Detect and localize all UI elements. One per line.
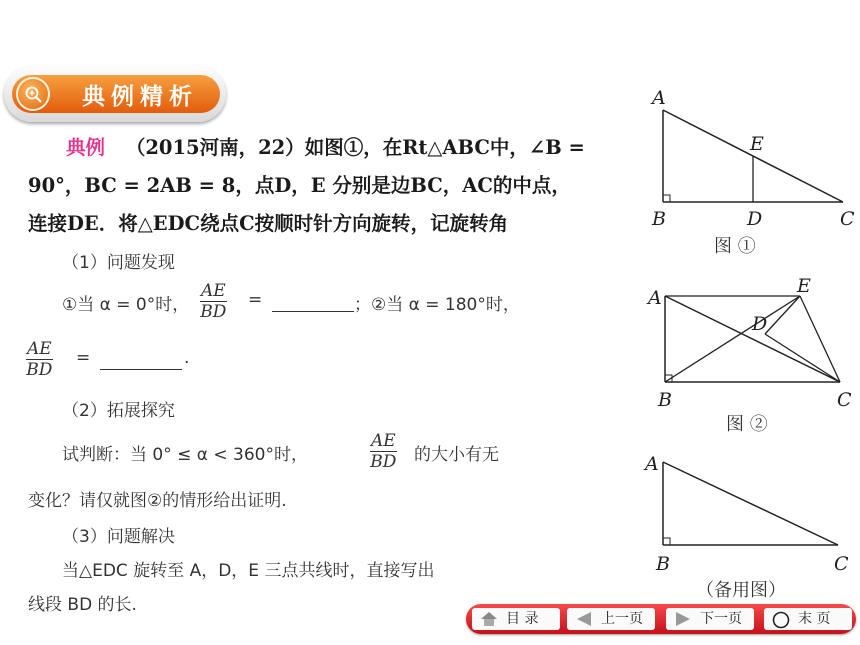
prev-page-button[interactable]: 上一页 (567, 608, 655, 630)
part3-text-2: 线段 BD 的长. (28, 595, 137, 615)
arrow-right-icon (674, 611, 692, 627)
part1-q1-suffix: ；②当 α = 180°时， (354, 295, 520, 315)
fig1-label-a: A (652, 87, 666, 109)
nav-bar (466, 604, 856, 634)
fraction-ae-bd-2: $\frac{AE}{BD}$ (26, 339, 53, 380)
arrow-left-icon (575, 611, 593, 627)
part3-heading: （3）问题解决 (62, 527, 175, 547)
answer-blank-1[interactable] (272, 311, 354, 312)
fig2-label-e: E (797, 275, 811, 297)
fig3-label-b: B (656, 553, 670, 575)
section-header (4, 66, 226, 122)
example-tag: 典例 (66, 136, 106, 159)
part1-q1-prefix: ①当 α = 0°时， (62, 295, 190, 315)
part2-heading: （2）拓展探究 (62, 401, 175, 421)
toc-button[interactable]: 目 录 (472, 608, 560, 630)
last-page-button[interactable]: 末 页 (764, 608, 852, 630)
next-page-button[interactable]: 下一页 (666, 608, 754, 630)
section-title: 典例精析 (82, 84, 198, 110)
fig3-caption: （备用图） (696, 580, 786, 601)
fig2-caption: 图 ② (726, 414, 768, 435)
part2-text-1-end: 的大小有无 (414, 445, 499, 465)
fig1-label-e: E (750, 133, 764, 155)
part3-text-1: 当△EDC 旋转至 A，D，E 三点共线时，直接写出 (62, 561, 435, 581)
end-circle-icon (772, 611, 790, 629)
fig2-label-c: C (837, 389, 852, 411)
problem-line-3: 连接DE．将△EDC绕点C按顺时针方向旋转，记旋转角 (28, 212, 509, 235)
fig2-label-a: A (648, 287, 662, 309)
fraction-ae-bd-1: $\frac{AE}{BD}$ (200, 281, 227, 322)
answer-blank-2[interactable] (100, 369, 182, 370)
problem-line-1: 典例 （2015河南，22）如图①，在Rt△ABC中，∠B = (66, 136, 585, 159)
magnifier-icon (16, 77, 50, 111)
problem-line-2: 90°，BC = 2AB = 8，点D，E 分别是边BC，AC的中点， (28, 174, 571, 197)
fig2-label-b: B (658, 389, 672, 411)
fig1-label-c: C (840, 208, 855, 230)
fig3-label-a: A (645, 453, 659, 475)
figure-1 (640, 82, 860, 262)
part2-text-1: 试判断：当 0° ≤ α < 360°时， (62, 445, 308, 465)
fraction-ae-bd-3: $\frac{AE}{BD}$ (370, 431, 397, 472)
fig1-caption: 图 ① (714, 236, 756, 257)
fig3-label-c: C (834, 553, 849, 575)
part1-heading: （1）问题发现 (62, 253, 175, 273)
figure-2 (640, 272, 860, 442)
fig2-label-d: D (752, 313, 768, 335)
fig1-label-b: B (652, 208, 666, 230)
figure-backup (640, 448, 860, 604)
home-icon (480, 611, 498, 627)
fig1-label-d: D (747, 208, 763, 230)
part2-text-2: 变化？请仅就图②的情形给出证明. (28, 491, 287, 511)
